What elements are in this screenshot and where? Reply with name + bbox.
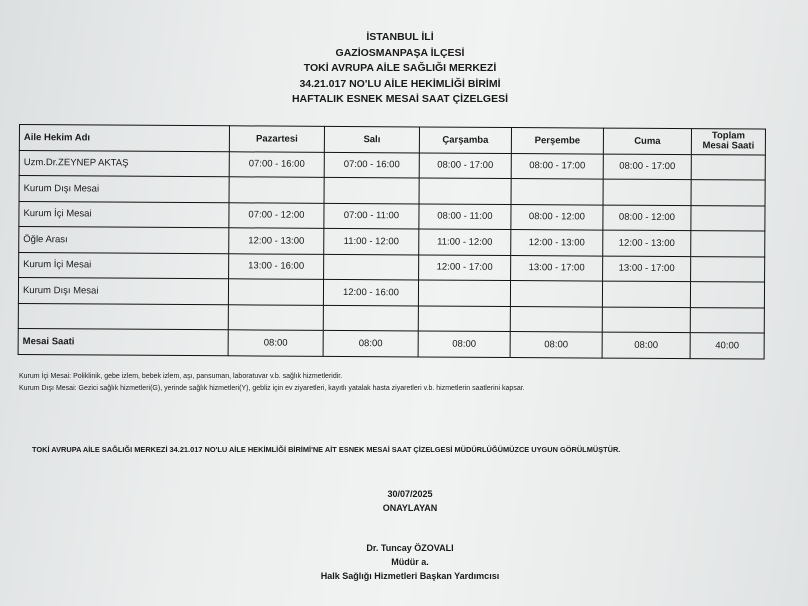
cell-friday	[602, 307, 690, 333]
signatory-role: Müdür a.	[391, 557, 429, 567]
total-row	[18, 328, 764, 358]
cell-wednesday: 12:00 - 17:00	[419, 254, 511, 280]
total-week: 40:00	[690, 333, 764, 359]
cell-thursday	[510, 306, 602, 332]
approval-status: ONAYLAYAN	[382, 503, 438, 513]
cell-wednesday: 11:00 - 12:00	[419, 229, 511, 255]
signatory-block	[290, 541, 530, 583]
total-tuesday: 08:00	[323, 330, 418, 356]
column-header-friday: Cuma	[603, 128, 691, 154]
row-label: Kurum İçi Mesai	[19, 252, 229, 279]
header-province: İSTANBUL İLİ	[366, 31, 434, 43]
cell-wednesday: 08:00 - 17:00	[419, 152, 511, 178]
column-header-total-line2: Mesai Saati	[702, 140, 755, 152]
cell-total	[690, 282, 764, 308]
row-label	[18, 303, 228, 330]
cell-wednesday: 08:00 - 11:00	[419, 203, 511, 229]
schedule-table	[18, 124, 766, 359]
column-header-total	[691, 129, 765, 155]
cell-wednesday	[419, 178, 511, 204]
cell-friday: 08:00 - 17:00	[603, 154, 691, 180]
footnote-internal: Kurum İçi Mesai: Poliklinik, gebe izlem, bebek izlem, aşı, pansuman, laboratuvar v.b. sağlık hizmetleridir.	[19, 373, 343, 380]
total-thursday: 08:00	[510, 332, 602, 358]
footnote-external: Kurum Dışı Mesai: Gezici sağlık hizmetleri(G), yerinde sağlık hizmetleri(Y), gebliz için ev ziyaretleri, kayıtlı yatalak hasta ziyaretleri v.b. hizmetlerin saatlerini kapsar.	[19, 385, 525, 392]
cell-tuesday: 11:00 - 12:00	[324, 228, 419, 254]
cell-wednesday	[418, 280, 510, 306]
column-header-thursday: Perşembe	[511, 128, 603, 154]
total-monday: 08:00	[228, 330, 323, 356]
document-header	[250, 30, 550, 108]
column-header-wednesday: Çarşamba	[419, 127, 511, 153]
cell-tuesday	[324, 254, 419, 280]
cell-tuesday: 07:00 - 11:00	[324, 203, 419, 229]
cell-friday	[603, 179, 691, 205]
cell-total	[691, 231, 765, 257]
cell-monday	[228, 304, 323, 330]
column-header-doctor: Aile Hekim Adı	[19, 125, 229, 152]
approval-block	[290, 487, 530, 515]
cell-monday: 07:00 - 16:00	[229, 151, 324, 177]
cell-total	[691, 154, 765, 180]
cell-monday: 12:00 - 13:00	[229, 228, 324, 254]
cell-friday: 13:00 - 17:00	[603, 256, 691, 282]
signatory-title: Halk Sağlığı Hizmetleri Başkan Yardımcısı	[320, 571, 500, 581]
cell-thursday: 08:00 - 12:00	[511, 204, 603, 230]
header-district: GAZİOSMANPAŞA İLÇESİ	[335, 46, 465, 59]
cell-monday: 07:00 - 12:00	[229, 202, 324, 228]
row-label: Öğle Arası	[19, 227, 229, 254]
row-label: Kurum Dışı Mesai	[19, 176, 229, 203]
cell-total	[691, 205, 765, 231]
cell-friday	[602, 281, 690, 307]
cell-thursday	[511, 179, 603, 205]
cell-total	[691, 256, 765, 282]
row-label: Kurum İçi Mesai	[19, 201, 229, 228]
cell-tuesday: 07:00 - 16:00	[324, 152, 419, 178]
cell-thursday	[510, 281, 602, 307]
total-wednesday: 08:00	[418, 331, 510, 357]
cell-total	[691, 180, 765, 206]
approval-statement: TOKİ AVRUPA AİLE SAĞLIĞI MERKEZİ 34.21.017 NO'LU AİLE HEKİMLİĞİ BİRİMİ'NE AİT ESNEK MESAİ SAAT ÇİZELGESİ MÜDÜRLÜĞÜMÜZCE UYGUN GÖRÜLMÜŞTÜR.	[32, 445, 621, 454]
footnotes	[19, 371, 525, 395]
header-health-center: TOKİ AVRUPA AİLE SAĞLIĞI MERKEZİ	[303, 62, 497, 74]
cell-thursday: 13:00 - 17:00	[511, 255, 603, 281]
cell-tuesday	[324, 177, 419, 203]
cell-tuesday: 12:00 - 16:00	[323, 279, 418, 305]
total-row-label: Mesai Saati	[18, 328, 228, 355]
approval-date: 30/07/2025	[387, 489, 433, 499]
cell-monday: 13:00 - 16:00	[229, 253, 324, 279]
cell-monday	[229, 177, 324, 203]
signatory-name: Dr. Tuncay ÖZOVALI	[366, 543, 454, 553]
cell-total	[690, 307, 764, 333]
cell-friday: 08:00 - 12:00	[603, 205, 691, 231]
cell-tuesday	[323, 305, 418, 331]
total-friday: 08:00	[602, 332, 690, 358]
cell-wednesday	[418, 305, 510, 331]
column-header-tuesday: Salı	[324, 126, 419, 152]
column-header-total-line1: Toplam	[711, 130, 746, 142]
header-unit: 34.21.017 NO'LU AİLE HEKİMLİĞİ BİRİMİ	[299, 77, 501, 90]
header-schedule-title: HAFTALIK ESNEK MESAİ SAAT ÇİZELGESİ	[291, 93, 509, 105]
cell-thursday: 12:00 - 13:00	[511, 230, 603, 256]
row-label: Kurum Dışı Mesai	[18, 278, 228, 305]
row-label: Uzm.Dr.ZEYNEP AKTAŞ	[19, 150, 229, 177]
cell-monday	[228, 279, 323, 305]
cell-friday: 12:00 - 13:00	[603, 230, 691, 256]
cell-thursday: 08:00 - 17:00	[511, 153, 603, 179]
column-header-monday: Pazartesi	[229, 126, 324, 152]
